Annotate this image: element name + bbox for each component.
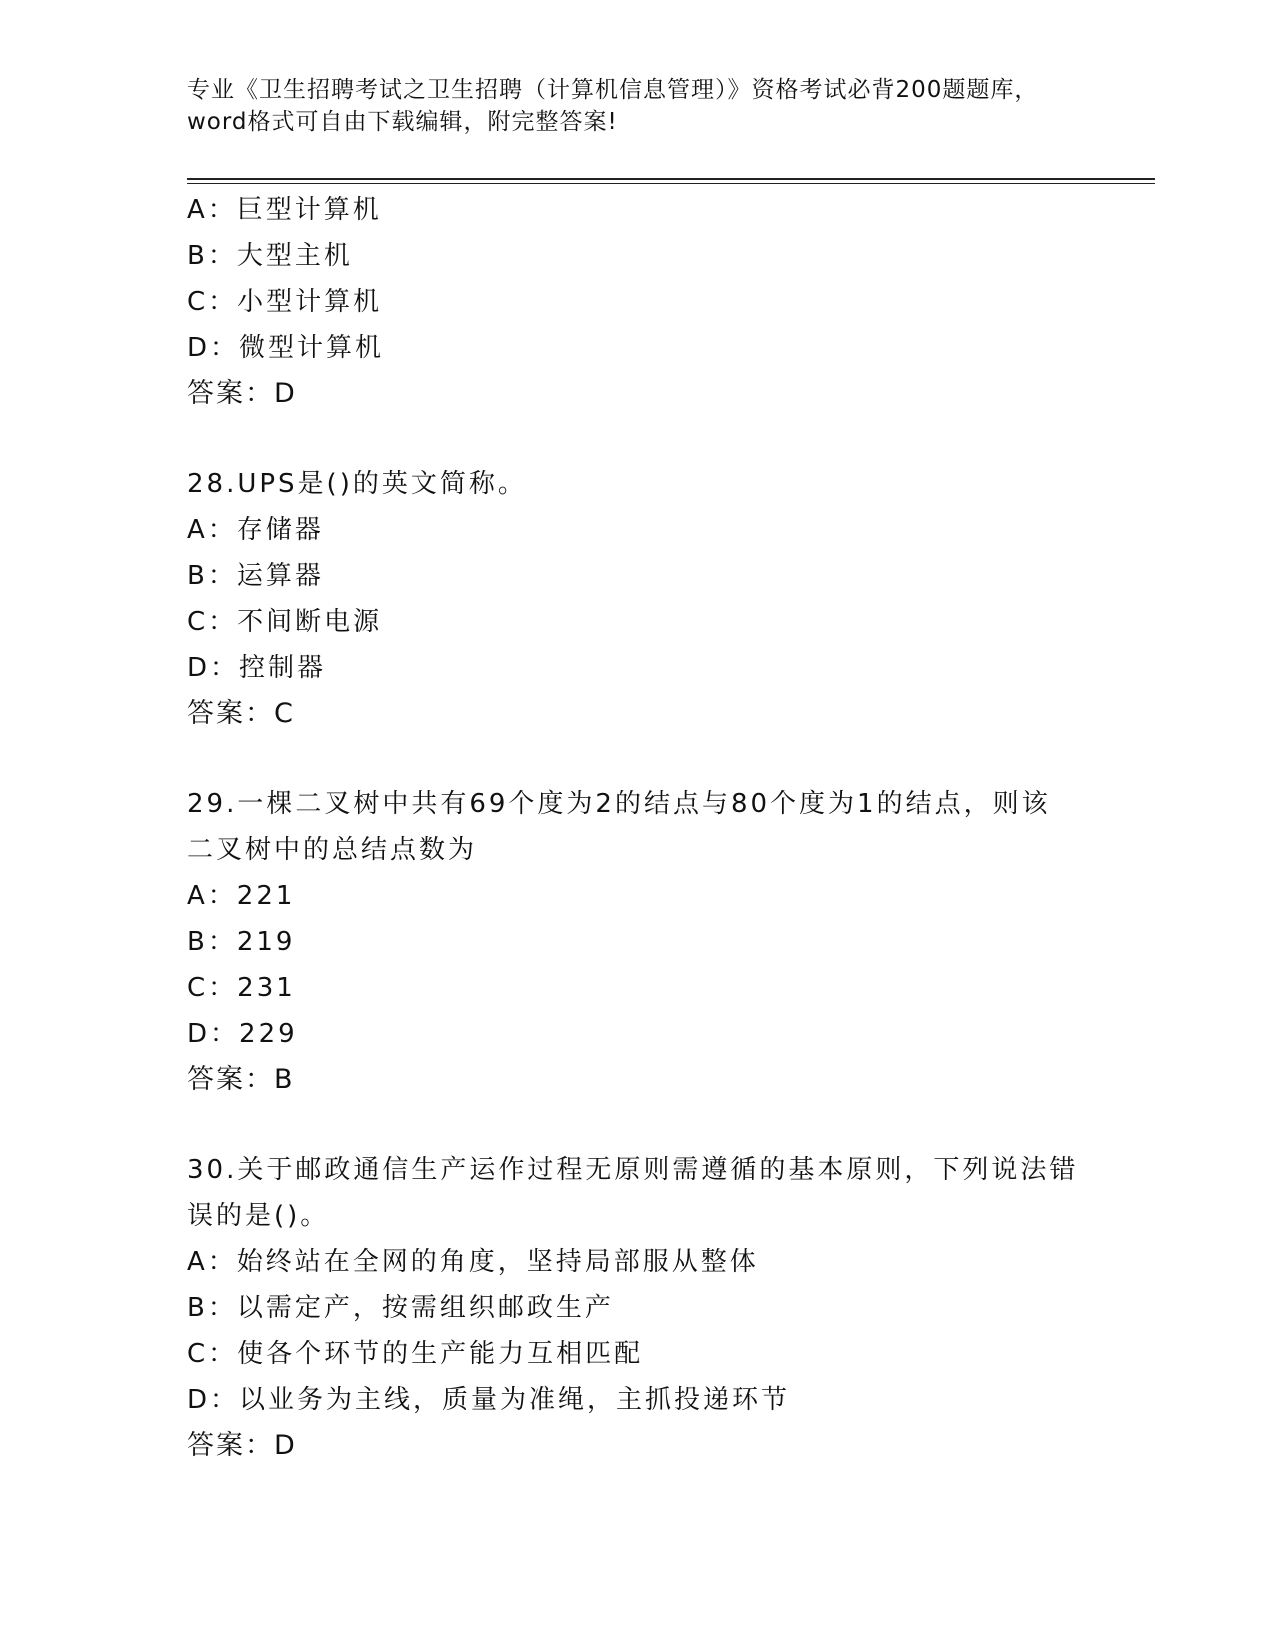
question-stem-line-2: 误的是()。 [187, 1201, 330, 1231]
option-c: C：使各个环节的生产能力互相匹配 [187, 1339, 644, 1369]
option-c: C：不间断电源 [187, 607, 383, 637]
question-stem-line-1: 30.关于邮政通信生产运作过程无原则需遵循的基本原则，下列说法错 [187, 1155, 1079, 1185]
question-stem: 28.UPS是()的英文简称。 [187, 469, 527, 499]
header-divider-thin [187, 183, 1155, 184]
answer: 答案：B [187, 1064, 295, 1095]
option-d: D：微型计算机 [187, 333, 385, 363]
answer: 答案：C [187, 698, 295, 729]
option-d: D：控制器 [187, 653, 327, 683]
option-a: A：存储器 [187, 515, 324, 545]
option-d: D：229 [187, 1019, 298, 1049]
question-28 [187, 461, 1087, 737]
option-b: B：大型主机 [187, 241, 353, 271]
header-line-2: word格式可自由下载编辑，附完整答案! [187, 109, 618, 135]
option-b: B：运算器 [187, 561, 324, 591]
option-d: D：以业务为主线，质量为准绳，主抓投递环节 [187, 1385, 791, 1415]
question-30 [187, 1147, 1087, 1469]
question-list [187, 187, 1087, 1469]
option-c: C：231 [187, 973, 296, 1003]
document-header [187, 74, 1087, 138]
spacer [187, 1103, 1087, 1147]
header-divider-thick [187, 178, 1155, 180]
spacer [187, 417, 1087, 461]
option-a: A：221 [187, 881, 296, 911]
question-stem-line-2: 二叉树中的总结点数为 [187, 835, 478, 865]
answer: 答案：D [187, 1430, 297, 1461]
answer: 答案：D [187, 378, 297, 409]
spacer [187, 737, 1087, 781]
option-b: B：以需定产，按需组织邮政生产 [187, 1293, 614, 1323]
option-a: A：始终站在全网的角度，坚持局部服从整体 [187, 1247, 759, 1277]
header-line-1: 专业《卫生招聘考试之卫生招聘（计算机信息管理）》资格考试必背200题题库， [187, 77, 1039, 103]
option-c: C：小型计算机 [187, 287, 383, 317]
option-b: B：219 [187, 927, 296, 957]
option-a: A：巨型计算机 [187, 195, 382, 225]
question-27 [187, 187, 1087, 417]
question-stem-line-1: 29.一棵二叉树中共有69个度为2的结点与80个度为1的结点，则该 [187, 789, 1051, 819]
question-29 [187, 781, 1087, 1103]
